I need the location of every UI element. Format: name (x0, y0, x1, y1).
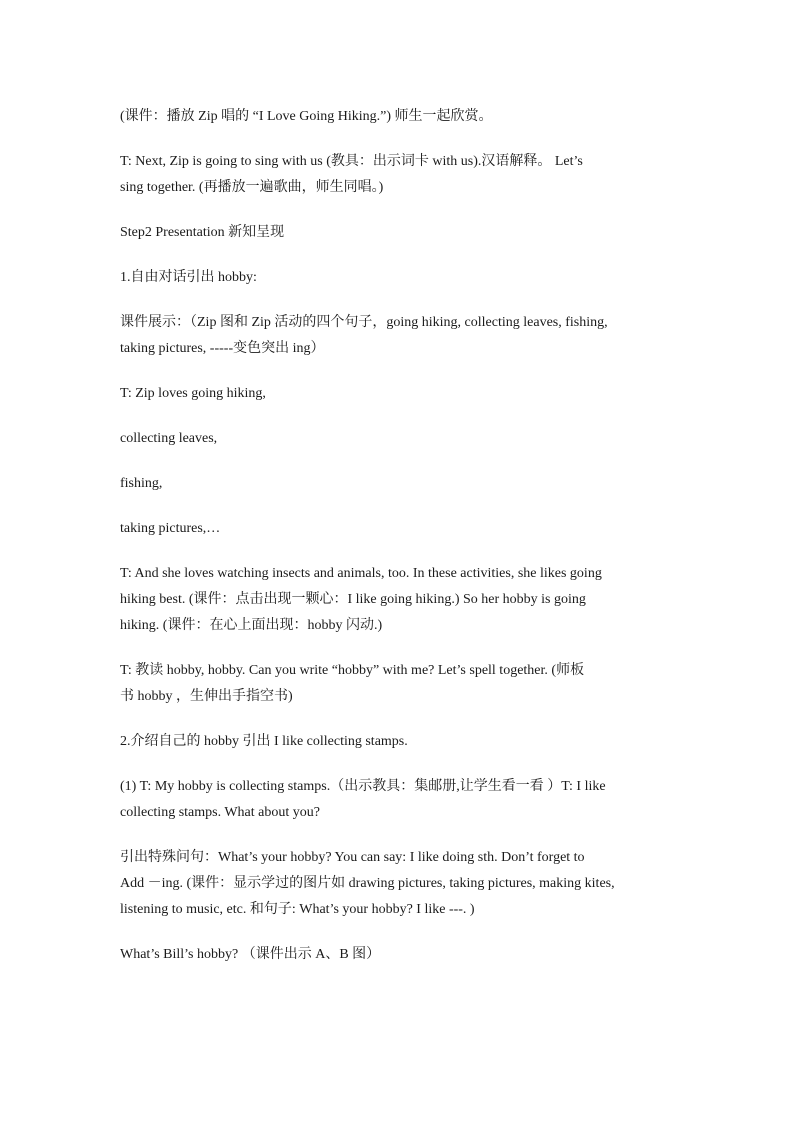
text-line: hiking. (课件：在心上面出现：hobby 闪动.) (120, 618, 383, 633)
paragraph (120, 658, 676, 710)
paragraph (120, 729, 676, 755)
text-line: hiking best. (课件：点击出现一颗心：I like going hiking.) So her hobby is going (120, 592, 586, 607)
paragraph (120, 149, 676, 201)
text-line: (1) T: My hobby is collecting stamps.（出示教具：集邮册,让学生看一看 ）T: I like (120, 779, 606, 794)
paragraph (120, 774, 676, 826)
text-line: taking pictures, -----变色突出 ing） (120, 341, 325, 356)
text-line: 2.介绍自己的 hobby 引出 I like collecting stamps. (120, 734, 408, 749)
text-line: T: Zip loves going hiking, (120, 386, 266, 401)
section-heading (120, 220, 676, 246)
text-line: 书 hobby ，生伸出手指空书) (120, 689, 293, 704)
paragraph (120, 104, 676, 130)
text-line: T: And she loves watching insects and animals, too. In these activities, she likes going (120, 566, 602, 581)
paragraph (120, 561, 676, 639)
text-line: T: 教读 hobby, hobby. Can you write “hobby” with me? Let’s spell together. (师板 (120, 663, 585, 678)
text-line: sing together. (再播放一遍歌曲，师生同唱。) (120, 180, 384, 195)
text-line: listening to music, etc. 和句子: What’s your hobby? I like ---. ) (120, 902, 475, 917)
text-line: 引出特殊问句：What’s your hobby? You can say: I like doing sth. Don’t forget to (120, 850, 585, 865)
paragraph (120, 381, 676, 407)
text-line: fishing, (120, 476, 163, 491)
text-line: collecting stamps. What about you? (120, 805, 320, 820)
paragraph (120, 471, 676, 497)
paragraph (120, 845, 676, 923)
paragraph (120, 516, 676, 542)
paragraph (120, 310, 676, 362)
text-line: taking pictures,… (120, 521, 221, 536)
paragraph (120, 265, 676, 291)
text-line: collecting leaves, (120, 431, 218, 446)
paragraph (120, 426, 676, 452)
text-line: What’s Bill’s hobby? （课件出示 A、B 图） (120, 947, 381, 962)
paragraph (120, 942, 676, 968)
text-line: Step2 Presentation 新知呈现 (120, 225, 285, 240)
text-line: (课件：播放 Zip 唱的 “I Love Going Hiking.”) 师生一起欣赏。 (120, 109, 493, 124)
text-line: Add －ing. (课件：显示学过的图片如 drawing pictures, taking pictures, making kites, (120, 876, 615, 891)
text-line: T: Next, Zip is going to sing with us (教具：出示词卡 with us).汉语解释。 Let’s (120, 154, 583, 169)
text-line: 1.自由对话引出 hobby: (120, 270, 257, 285)
document-body (120, 104, 676, 987)
text-line: 课件展示：（Zip 图和 Zip 活动的四个句子，going hiking, collecting leaves, fishing, (120, 315, 608, 330)
